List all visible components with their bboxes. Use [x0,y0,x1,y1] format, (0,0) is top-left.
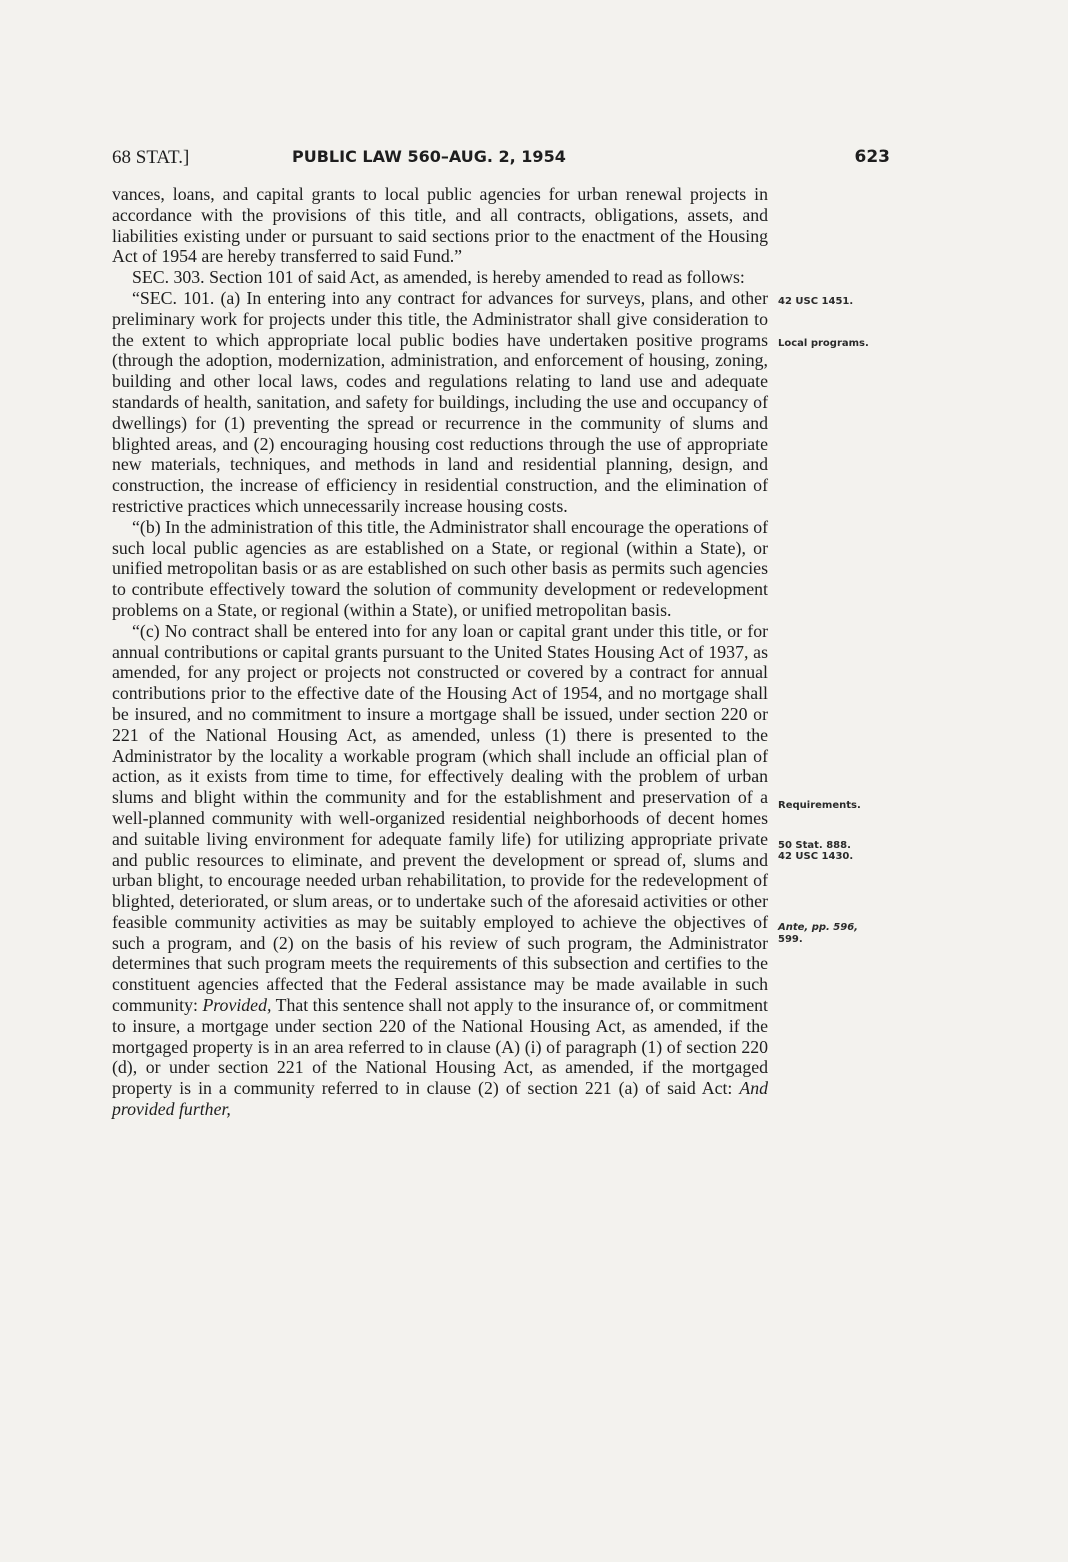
paragraph-sec-101-a: “SEC. 101. (a) In entering into any contract for advances for surveys, plans, and other preliminary work for projects under this title, the Administrator shall give consideration to the extent to which appropriate local public bodies have undertaken positive programs (through the adoption, modernization, administration, and enforcement of housing, zoning, building and other local laws, codes and regulations relating to land use and adequate standards of health, sanitation, and safety for buildings, including the use and occupancy of dwellings) for (1) preventing the spread or recurrence in the community of slums and blighted areas, and (2) encouraging housing cost reductions through the use of appropriate new materials, techniques, and methods in land and residential planning, design, and construction, the increase of efficiency in residential construction, and the elimination of restrictive practices which unnecessarily increase housing costs. [112,287,768,516]
margin-note-ante [778,922,928,946]
provided-further-italic: And provided further, [112,1078,769,1120]
header-title: PUBLIC LAW 560–AUG. 2, 1954 [292,147,566,166]
margin-note-ante-pages: 599. [778,934,803,945]
paragraph-c-text: “(c) No contract shall be entered into for any loan or capital grant under this title, or for annual contributions or capital grants pursuant to the United States Housing Act of 1937, as amended, for any project or projects not constructed or covered by a contract for annual contributions prior to the effective date of the Housing Act of 1954, and no mortgage shall be insured, and no commitment to insure a mortgage shall be issued, under section 220 or 221 of the National Housing Act, as amended, unless (1) there is presented to the Administrator by the locality a workable program (which shall include an official plan of action, as it exists from time to time, for effectively dealing with the problem of urban slums and blight within the community and for the establishment and preservation of a well-planned community with well-organized residential neighborhoods of decent homes and suitable living environment for adequate family life) for utilizing appropriate private and public resources to eliminate, and prevent the development or spread of, slums and urban blight, to encourage needed urban rehabilitation, to provide for the redevelopment of blighted, deteriorated, or slum areas, or to undertake such of the aforesaid activities or other feasible community activities as may be suitably employed to achieve the objectives of such a program, and (2) on the basis of his review of such program, the Administrator determines that such program meets the requirements of this subsection and certifies to the constituent agencies affected that the Federal assistance may be made available in such community: [112,620,768,1016]
margin-note-usc-1430: 42 USC 1430. [778,851,854,862]
paragraph-continuation: vances, loans, and capital grants to local public agencies for urban renewal projects in accordance with the provisions of this title, and all contracts, obligations, assets, and liabilities existing under or pursuant to said sections prior to the enactment of the Housing Act of 1954 are hereby transferred to said Fund.” [112,184,768,267]
paragraph-sec-101-c [112,621,768,1120]
running-header [112,147,890,173]
provided-italic: Provided, [202,995,272,1016]
margin-note-requirements: Requirements. [778,800,861,811]
margin-note-usc-1451: 42 USC 1451. [778,296,854,307]
margin-note-ante-text: Ante, pp. 596, [778,922,858,933]
body-text [112,184,768,1120]
volume-reference: 68 STAT.] [112,147,190,168]
page-number: 623 [854,147,890,167]
paragraph-sec-101-b: “(b) In the administration of this title, the Administrator shall encourage the operations of such local public agencies as are established on a State, or regional (within a State), or unified metropolitan basis or as are established on such other basis as permits such agencies to contribute effectively toward the solution of community development or redevelopment problems on a State, or regional (within a State), or unified metropolitan basis. [112,516,769,620]
paragraph-sec-303: SEC. 303. Section 101 of said Act, as amended, is hereby amended to read as follows: [132,267,745,288]
margin-note-stat-888: 50 Stat. 888. [778,840,851,851]
margin-note-local-programs: Local programs. [778,338,869,349]
proviso-text: That this sentence shall not apply to the insurance of, or commitment to insure, a mortgage under section 220 of the National Housing Act, as amended, if the mortgaged property is in an area referred to in clause (A) (i) of paragraph (1) of section 220 (d), or under section 221 of the National Housing Act, as amended, if the mortgaged property is in a community referred to in clause (2) of section 221 (a) of said Act: [112,995,768,1099]
